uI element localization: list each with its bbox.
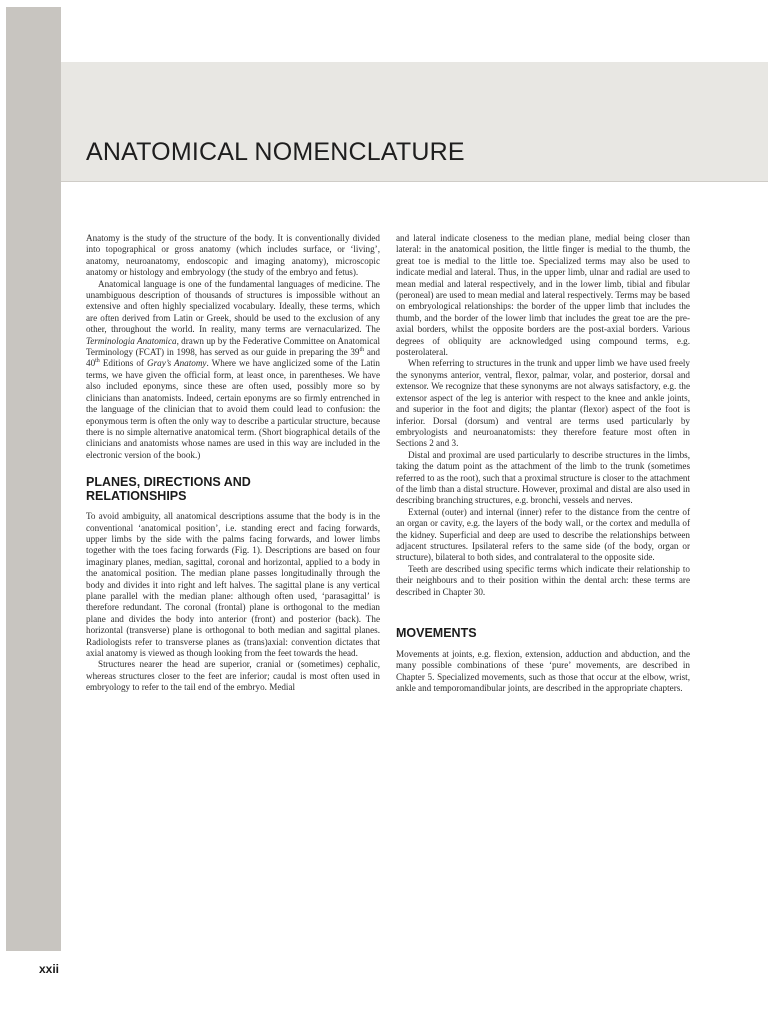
side-margin-bar bbox=[6, 7, 61, 951]
intro-paragraph: Anatomy is the study of the structure of the body. It is conventionally divided into topographical or gross anatomy (which includes surface, or ‘living’, anatomy, neuroanatomy, endoscopic and imaging anatomy), microscopic anatomy or histology and embryology (the study of the embryo and fetus). bbox=[86, 233, 380, 278]
text-run: , drawn up by the Federative Committee on Anatomical Terminology (FCAT) in 1998, has served as our guide in preparing the 39 bbox=[86, 335, 381, 358]
synonyms-paragraph: When referring to structures in the trunk and upper limb we have used freely the synonyms anterior, ventral, flexor, palmar, volar, and posterior, dorsal and extensor. We recognize that these synonyms are not always satisfactory, e.g. the extensor aspect of the leg is anterior with respect to the knee and ankle joints, and superior in the foot and digits; the plantar (flexor) aspect of the foot is inferior. Dorsal (dorsum) and ventral are terms used particularly by embryologists and neuroanatomists: they therefore feature most often in Sections 2 and 3. bbox=[396, 358, 690, 449]
section-heading-movements: MOVEMENTS bbox=[396, 626, 477, 640]
ordinal-suffix: th bbox=[95, 358, 100, 365]
chapter-title: ANATOMICAL NOMENCLATURE bbox=[86, 138, 465, 166]
heading-line: PLANES, DIRECTIONS AND bbox=[86, 475, 251, 490]
planes-paragraph: To avoid ambiguity, all anatomical descriptions assume that the body is in the conventional ‘anatomical position’, i.e. standing erect and facing forwards, upper limbs by the side with the palms facing forwards, and lower limbs together with the toes facing forwards (Fig. 1). Descriptions are based on four imaginary planes, median, sagittal, coronal and horizontal, applied to a body in the anatomical position. The median plane passes longitudinally through the body and divides it into right and left halves. The sagittal plane is any vertical plane parallel with the median plane: although often used, ‘parasagittal’ is therefore redundant. The coronal (frontal) plane is orthogonal to the median plane and divides the body into anterior (front) and posterior (back). The horizontal (transverse) plane is orthogonal to both median and sagittal planes. Radiologists refer to transverse planes as (trans)axial: convention dictates that axial anatomy is viewed as though looking from the feet towards the head. bbox=[86, 511, 380, 658]
italic-title-grays-anatomy: Gray’s Anatomy bbox=[146, 358, 207, 369]
teeth-paragraph: Teeth are described using specific terms which indicate their relationship to their neighbours and to their position within the dental arch: these terms are described in Chapter 30. bbox=[396, 563, 690, 597]
external-internal-paragraph: External (outer) and internal (inner) refer to the distance from the centre of an organ or cavity, e.g. the layers of the body wall, or the cortex and medulla of the kidney. Superficial and deep are used to describe the relationships between adjacent structures. Ipsilateral refers to the same side (of the body, organ or structure), bilateral to both sides, and contralateral to the opposite side. bbox=[396, 506, 690, 563]
left-column bbox=[86, 233, 380, 694]
right-column bbox=[396, 233, 690, 695]
text-run: Editions of bbox=[99, 358, 147, 369]
medial-lateral-paragraph: and lateral indicate closeness to the median plane, medial being closer than lateral: in the anatomical position, the little finger is medial to the thumb, the great toe is medial to the little toe. Specialized terms may also be used to indicate medial and lateral. Thus, in the upper limb, ulnar and radial are used to mean medial and lateral respectively, and in the lower limb, tibial and fibular (peroneal) are used to mean medial and lateral respectively. Terms may be based on embryological relationships: the border of the upper limb that includes the thumb, and the border of the lower limb that includes the great toe are the pre-axial borders, whilst the opposite borders are the post-axial borders. Various degrees of obliquity are acknowledged using compound terms, e.g. posterolateral. bbox=[396, 233, 690, 358]
section-heading-planes bbox=[86, 475, 380, 503]
distal-proximal-paragraph: Distal and proximal are used particularly to describe structures in the limbs, taking the datum point as the attachment of the limb to the trunk (sometimes referred to as the root), such that a proximal structure is closer to the attachment of the limb than a distal structure. However, proximal and distal are also used in describing branching structures, e.g. bronchi, vessels and nerves. bbox=[396, 449, 690, 506]
text-run: and 40 bbox=[86, 347, 380, 369]
text-run: Anatomical language is one of the fundamental languages of medicine. The unambiguous description of thousands of structures is impossible without an extensive and often highly specialized vocabulary. Ideally, these terms, which are often derived from Latin or Greek, should be used to the exclusion of any other, throughout the world. In reality, many terms are vernacularized. The bbox=[86, 278, 380, 335]
ordinal-suffix: th bbox=[359, 347, 365, 354]
nomenclature-paragraph bbox=[86, 279, 380, 462]
page-number: xxii bbox=[39, 962, 60, 976]
heading-line: RELATIONSHIPS bbox=[86, 489, 187, 504]
text-run: . Where we have anglicized some of the Latin terms, we have given the official form, at least once, in parentheses. We have also included eponyms, since these are often used, possibly more so by clinicians than anatomists. Indeed, certain eponyms are so firmly entrenched in the language of the clinician that to avoid them could lead to confusion: the eponymous term is often the only way to describe a particular structure, because there is no simple alternative anatomical term. (Short biographical details of the clinicians and anatomists whose names are used in this way are included in the electronic version of the book.) bbox=[86, 358, 380, 460]
italic-title-terminologia: Terminologia Anatomica bbox=[86, 335, 177, 346]
directions-paragraph: Structures nearer the head are superior, cranial or (sometimes) cephalic, whereas structures closer to the feet are inferior; caudal is most often used in embryology to refer to the tail end of the embryo. Medial bbox=[86, 659, 380, 693]
movements-paragraph: Movements at joints, e.g. flexion, extension, adduction and abduction, and the many possible combinations of these ‘pure’ movements, are described in Chapter 5. Specialized movements, such as those that occur at the elbow, wrist, ankle and temporomandibular joints, are described in the appropriate chapters. bbox=[396, 649, 690, 694]
